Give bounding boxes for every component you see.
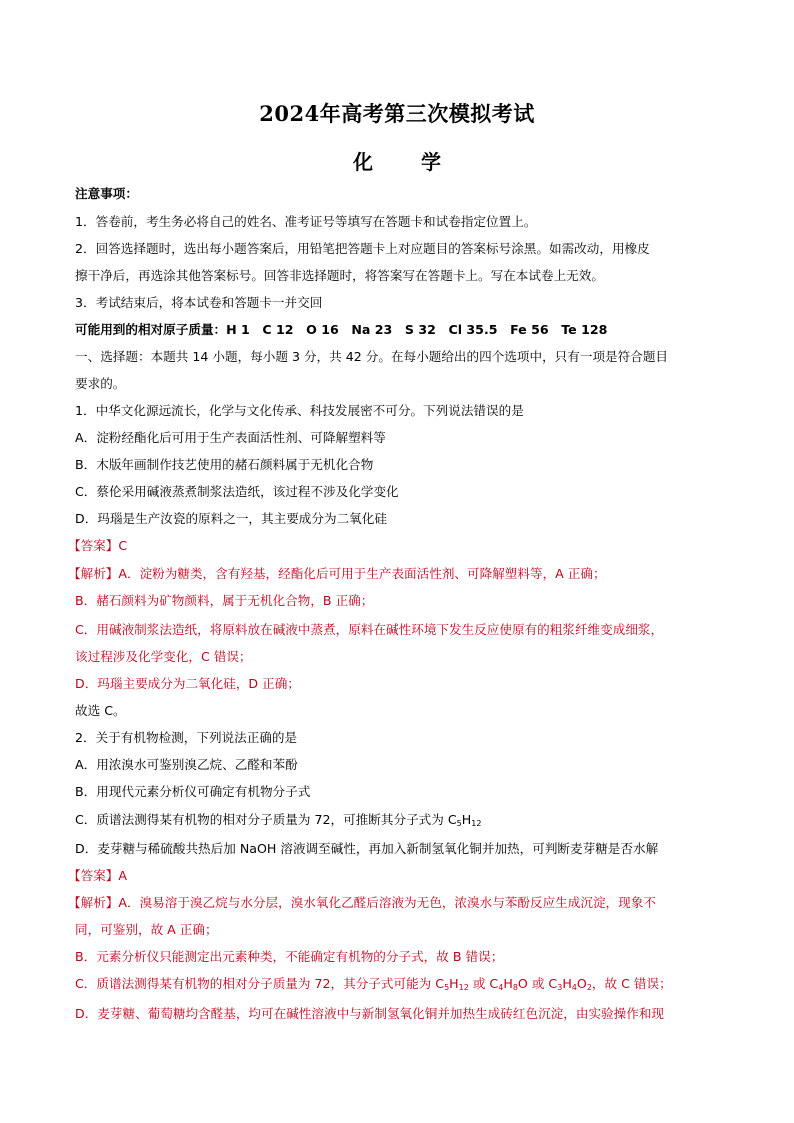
section-heading: 一、选择题：本题共 14 小题，每小题 3 分，共 42 分。在每小题给出的四个选项中，只有一项是符合题目 (75, 349, 669, 364)
analysis-line (68, 566, 606, 582)
question-option: C．质谱法测得某有机物的相对分子质量为 72，可推断其分子式为 $C_5H_{12}$ (75, 812, 482, 828)
notice-item: 擦干净后，再选涂其他答案标号。回答非选择题时，将答案写在答题卡上。写在本试卷上无效。 (75, 268, 604, 283)
question-stem: 1．中华文化源远流长，化学与文化传承、科技发展密不可分。下列说法错误的是 (75, 403, 524, 418)
question-option: A．用浓溴水可鉴别溴乙烷、乙醛和苯酚 (75, 757, 298, 772)
question-option: B．木版年画制作技艺使用的赭石颜料属于无机化合物 (75, 457, 374, 472)
question-option: A．淀粉经酯化后可用于生产表面活性剂、可降解塑料等 (75, 430, 386, 445)
analysis-text: A．溴易溶于溴乙烷与水分层，溴水氧化乙醛后溶液为无色，浓溴水与苯酚反应生成沉淀，现象不 (118, 895, 656, 910)
question-option: B．用现代元素分析仪可确定有机物分子式 (75, 784, 311, 799)
conclusion: 故选 C。 (75, 703, 126, 718)
answer-tag: 【答案】 (68, 538, 119, 553)
answer-value: C (118, 538, 128, 553)
question-stem: 2．关于有机物检测，下列说法正确的是 (75, 730, 298, 745)
question-option: D．麦芽糖与稀硫酸共热后加 NaOH 溶液调至碱性，再加入新制氢氧化铜并加热，可判断麦芽糖是否水解 (75, 841, 659, 856)
analysis-text: B．元素分析仪只能测定出元素种类，不能确定有机物的分子式，故 B 错误； (75, 949, 504, 964)
answer-tag: 【答案】 (68, 868, 119, 883)
analysis-text: B．赭石颜料为矿物颜料，属于无机化合物，B 正确； (75, 593, 374, 608)
analysis-text: C．用碱液制浆法造纸，将原料放在碱液中蒸煮，原料在碱性环境下发生反应使原有的粗浆纤维变成细浆， (75, 622, 664, 637)
analysis-text: 同，可鉴别，故 A 正确； (75, 922, 218, 937)
atomic-masses: 可能用到的相对原子质量：H 1 C 12 O 16 Na 23 S 32 Cl 35.5 Fe 56 Te 128 (75, 322, 608, 337)
notice-item: 3．考试结束后，将本试卷和答题卡一并交回 (75, 295, 323, 310)
exam-title: 2024年高考第三次模拟考试 (259, 101, 535, 126)
subject-title: 化 学 (353, 150, 455, 174)
notice-item: 2．回答选择题时，选出每小题答案后，用铅笔把答题卡上对应题目的答案标号涂黑。如需改动，用橡皮 (75, 241, 650, 256)
analysis-text: 该过程涉及化学变化，C 错误； (75, 649, 252, 664)
section-heading-cont: 要求的。 (75, 376, 126, 391)
analysis-text: C．质谱法测得某有机物的相对分子质量为 72，其分子式可能为 $C_5H_{12}$ 或 $C_4H_8O$ 或 $C_3H_4O_2$，故 C 错误； (75, 976, 672, 992)
analysis-line (68, 895, 656, 911)
notice-item: 1．答卷前，考生务必将自己的姓名、准考证号等填写在答题卡和试卷指定位置上。 (75, 214, 537, 229)
question-option: C．蔡伦采用碱液蒸煮制浆法造纸，该过程不涉及化学变化 (75, 484, 399, 499)
answer-line (68, 868, 127, 884)
question-option: D．玛瑙是生产汝瓷的原料之一，其主要成分为二氧化硅 (75, 511, 387, 526)
analysis-text: D．麦芽糖、葡萄糖均含醛基，均可在碱性溶液中与新制氢氧化铜并加热生成砖红色沉淀，由实验操作和现 (75, 1006, 665, 1021)
analysis-text: D．玛瑙主要成分为二氧化硅，D 正确； (75, 676, 300, 691)
analysis-tag: 【解析】 (68, 895, 119, 910)
answer-value: A (118, 868, 127, 883)
notice-heading: 注意事项： (75, 186, 138, 201)
analysis-tag: 【解析】 (68, 566, 119, 581)
answer-line (68, 538, 127, 554)
analysis-text: A．淀粉为糖类，含有羟基，经酯化后可用于生产表面活性剂、可降解塑料等，A 正确； (118, 566, 606, 581)
